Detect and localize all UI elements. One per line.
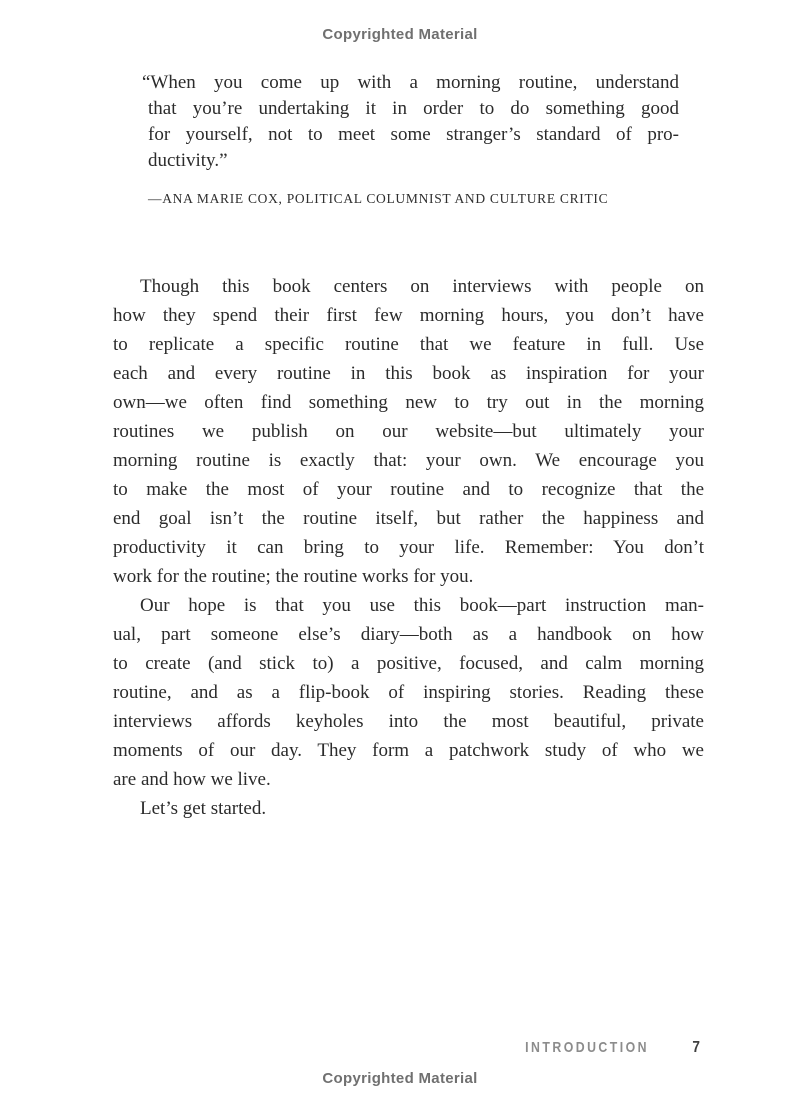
epigraph-quote [142, 70, 679, 174]
text-line: ductivity.” [148, 150, 228, 171]
epigraph-attribution: —ANA MARIE COX, POLITICAL COLUMNIST AND CULTURE CRITIC [148, 191, 609, 206]
copyright-notice-bottom: Copyrighted Material [322, 1070, 478, 1087]
text-line: routines we publish on our website—but ultimately your [113, 421, 704, 442]
text-line: morning routine is exactly that: your own. We encourage you [113, 450, 704, 471]
text-line: moments of our day. They form a patchwork study of who we [113, 740, 704, 761]
page-number: 7 [692, 1039, 700, 1056]
text-line: work for the routine; the routine works for you. [113, 566, 474, 587]
text-line: that you’re undertaking it in order to do something good [148, 98, 679, 119]
text-line: Though this book centers on interviews with people on [140, 276, 704, 297]
text-line: how they spend their first few morning hours, you don’t have [113, 305, 704, 326]
text-line: routine, and as a flip-book of inspiring stories. Reading these [113, 682, 704, 703]
body-text [113, 272, 704, 823]
text-line: to make the most of your routine and to recognize that the [113, 479, 704, 500]
paragraph-1 [113, 272, 704, 591]
text-line: are and how we live. [113, 769, 271, 790]
text-line: for yourself, not to meet some stranger’s standard of pro- [148, 124, 679, 145]
copyright-notice-top: Copyrighted Material [322, 26, 478, 43]
text-line: to replicate a specific routine that we feature in full. Use [113, 334, 704, 355]
text-line: end goal isn’t the routine itself, but rather the happiness and [113, 508, 704, 529]
text-line: to create (and stick to) a positive, focused, and calm morning [113, 653, 704, 674]
text-line: Our hope is that you use this book—part instruction man- [140, 595, 704, 616]
text-line: own—we often find something new to try out in the morning [113, 392, 704, 413]
text-line: “When you come up with a morning routine, understand [142, 72, 679, 93]
text-line: each and every routine in this book as inspiration for your [113, 363, 704, 384]
text-line: ual, part someone else’s diary—both as a handbook on how [113, 624, 704, 645]
paragraph-3 [113, 794, 704, 823]
text-line: Let’s get started. [140, 798, 267, 819]
page-footer [498, 1039, 700, 1057]
running-head: INTRODUCTION [525, 1039, 650, 1056]
text-line: interviews affords keyholes into the most beautiful, private [113, 711, 704, 732]
paragraph-2 [113, 591, 704, 794]
text-line: productivity it can bring to your life. Remember: You don’t [113, 537, 704, 558]
